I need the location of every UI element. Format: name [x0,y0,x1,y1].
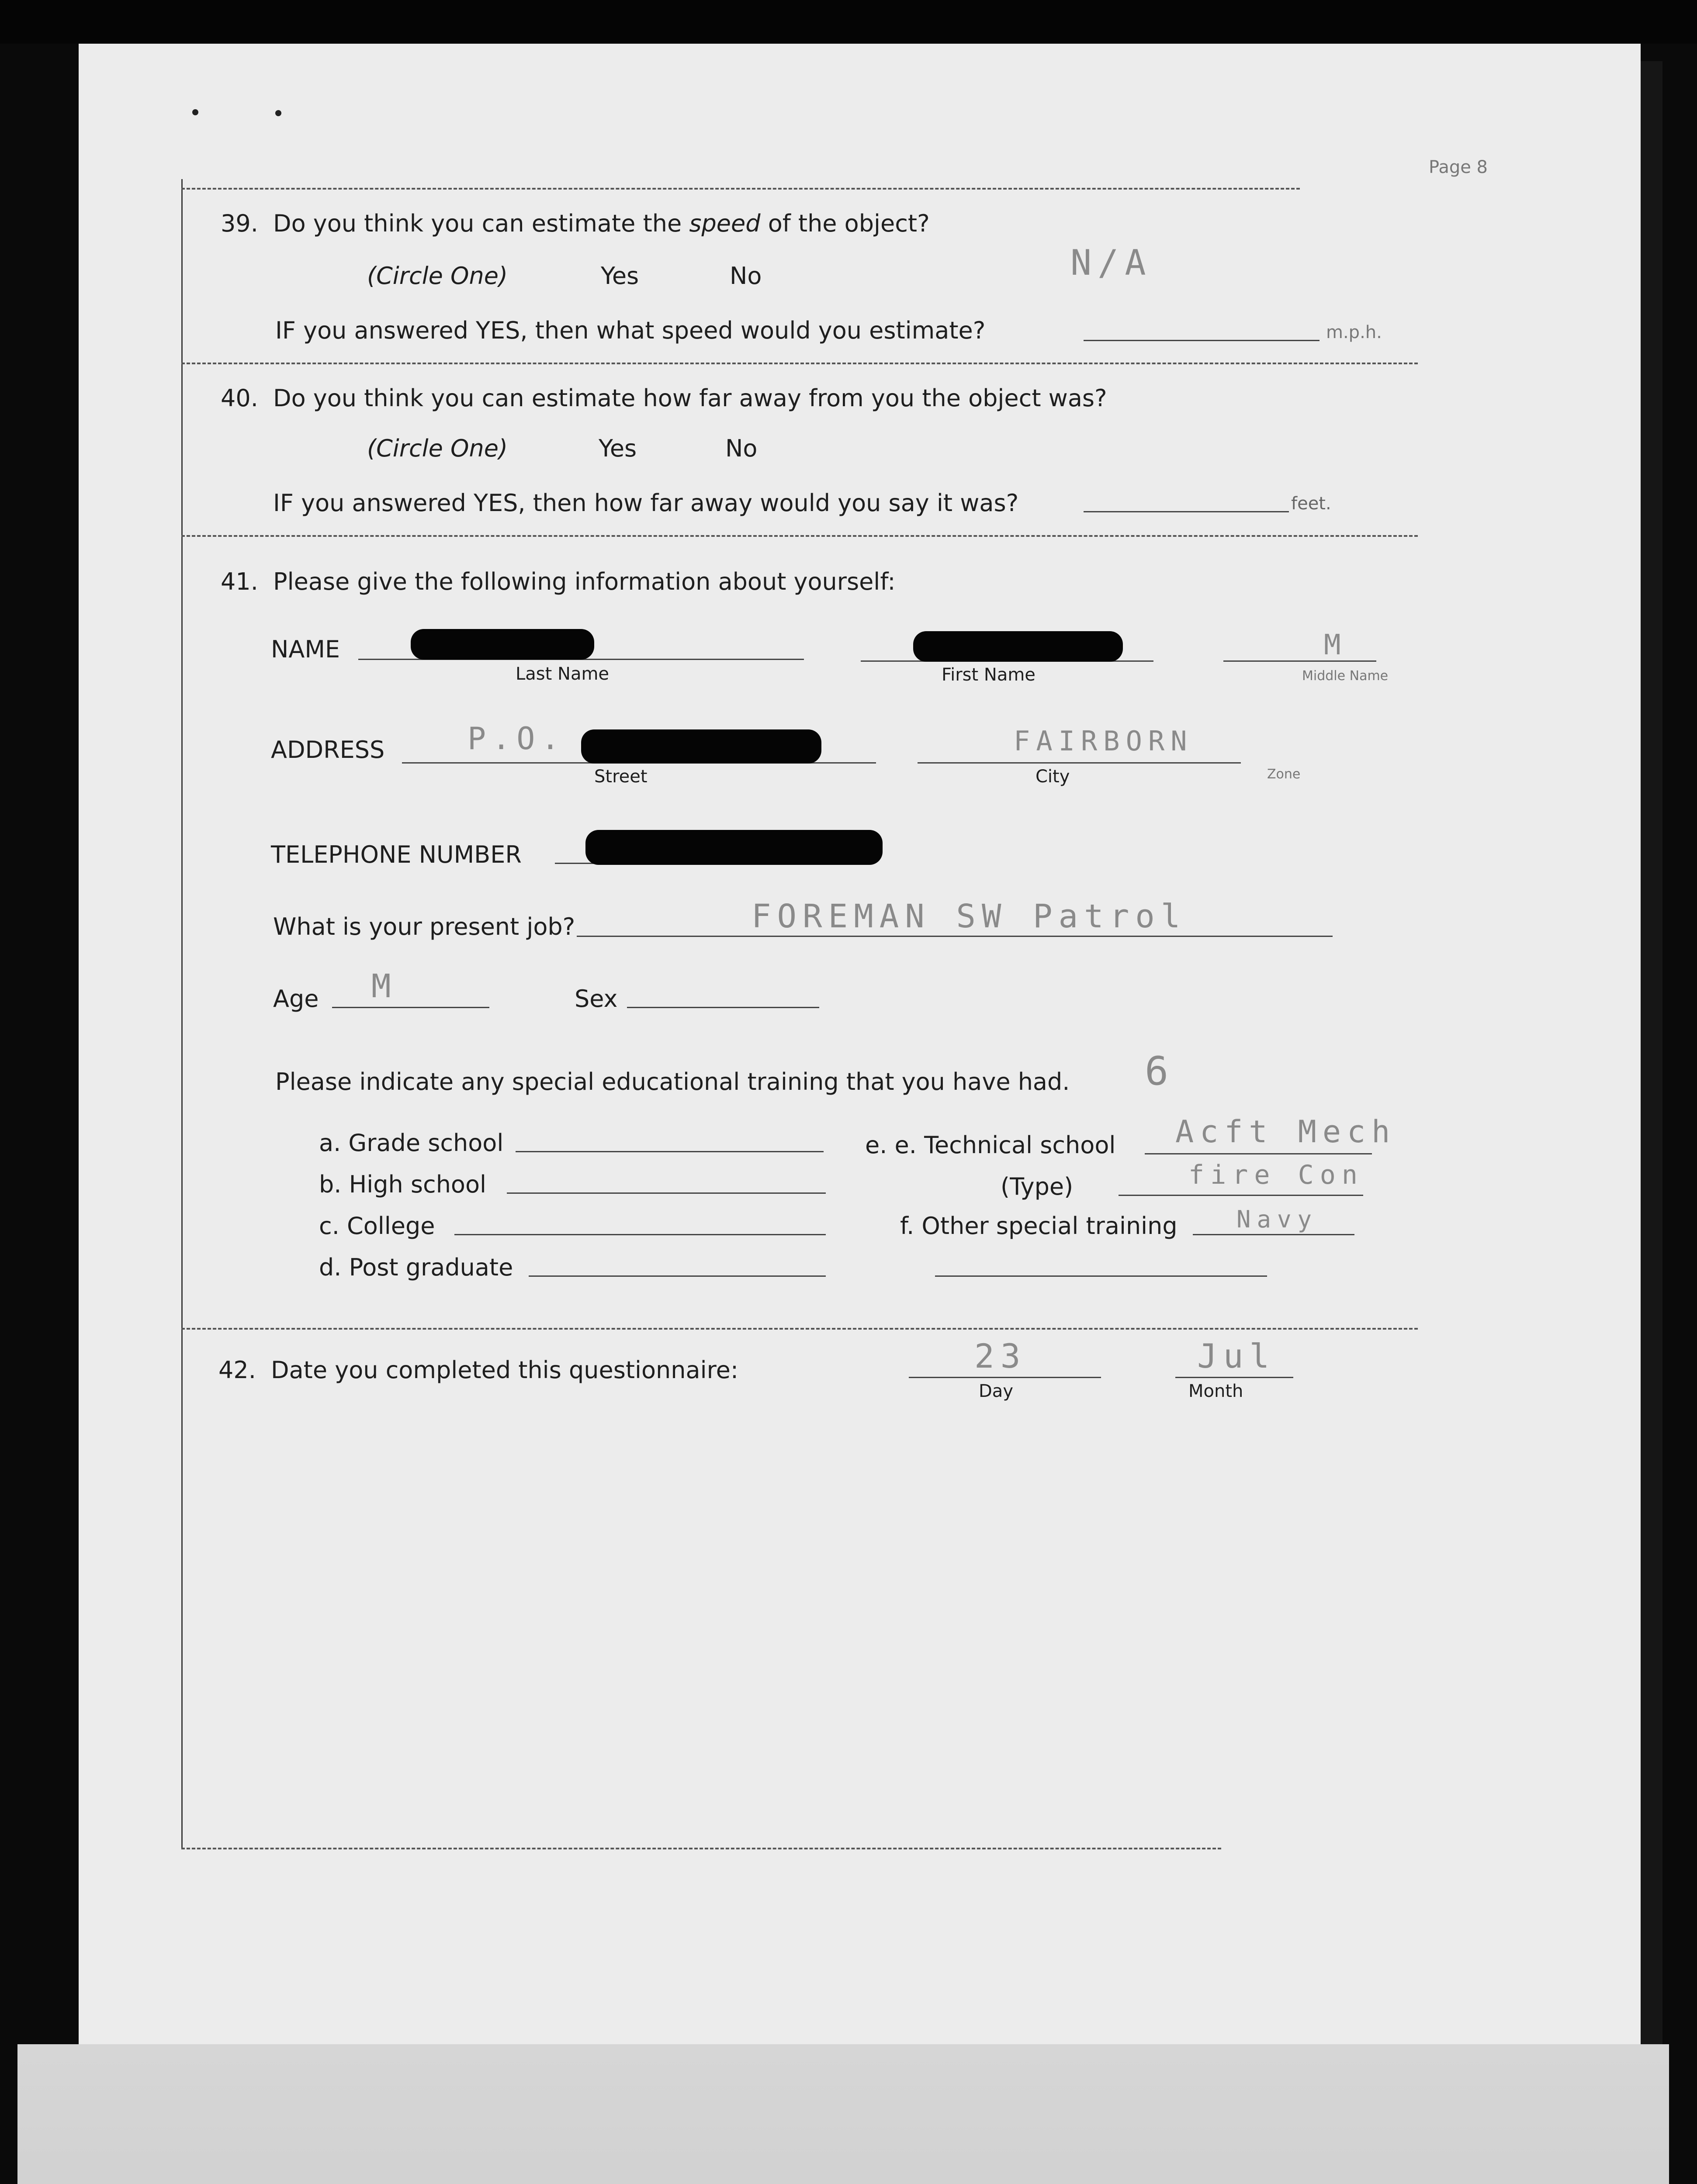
speck [192,109,198,115]
edu-technical-school-field[interactable] [1145,1153,1372,1154]
q39-yes-option[interactable]: Yes [601,262,639,290]
edu-technical-school-label: e. e. Technical school [865,1131,1116,1159]
underlying-sheet [17,2044,1669,2184]
q40-question: Do you think you can estimate how far away from you the object was? [273,384,1107,412]
edu-high-school-label: b. High school [319,1171,487,1198]
age-field[interactable] [332,1007,489,1008]
job-question: What is your present job? [273,913,575,940]
age-handwritten: M [371,968,397,1005]
edu-college-label: c. College [319,1212,435,1240]
sex-field[interactable] [627,1007,819,1008]
separator-top [181,188,1300,190]
edu-grade-school-label: a. Grade school [319,1129,504,1157]
edu-post-graduate-field[interactable] [529,1275,826,1277]
job-field[interactable] [577,936,1333,937]
day-caption: Day [979,1381,1013,1401]
first-name-caption: First Name [942,665,1036,685]
page-number: Page 8 [1429,157,1488,177]
address-label: ADDRESS [271,736,385,764]
city-handwritten: FAIRBORN [1014,725,1193,757]
month-handwritten: Jul [1197,1337,1276,1375]
day-handwritten: 23 [974,1337,1027,1375]
speck [275,110,281,116]
separator-41-42 [181,1328,1418,1330]
last-name-caption: Last Name [516,664,610,684]
city-field[interactable] [918,762,1241,764]
separator-bottom [181,1848,1221,1849]
edu-other-training-field[interactable] [1193,1234,1354,1235]
edu-type-handwritten: fire Con [1188,1160,1364,1190]
q41-number: 41. [221,568,258,595]
edu-type-label: (Type) [1001,1173,1074,1200]
zone-caption: Zone [1267,767,1301,782]
q39-speed-field[interactable] [1084,340,1320,341]
month-field[interactable] [1175,1377,1293,1378]
q39-followup: IF you answered YES, then what speed would you estimate? [275,317,986,344]
street-caption: Street [594,767,648,787]
city-caption: City [1036,767,1070,787]
q39-handwritten-answer: N/A [1070,242,1152,283]
telephone-label: TELEPHONE NUMBER [271,841,522,868]
edu-grade-school-field[interactable] [516,1151,824,1152]
q40-distance-field[interactable] [1084,511,1289,512]
q40-circle-one: (Circle One) [367,435,508,462]
sex-label: Sex [575,985,618,1013]
edu-high-school-field[interactable] [507,1192,826,1194]
q39-number: 39. [221,210,258,237]
q40-yes-option[interactable]: Yes [599,435,637,462]
job-handwritten: FOREMAN SW Patrol [752,898,1187,935]
address-handwritten: P.O. [468,721,566,757]
q41-prompt: Please give the following information about yourself: [273,568,896,595]
q40-unit: feet. [1291,494,1331,514]
q40-followup: IF you answered YES, then how far away would you say it was? [273,489,1019,517]
edu-other-training-label: f. Other special training [900,1212,1178,1240]
edu-college-field[interactable] [454,1234,826,1235]
film-right-edge [1641,61,1662,2044]
month-caption: Month [1188,1381,1243,1401]
q42-prompt: Date you completed this questionnaire: [271,1356,739,1384]
q39-circle-one: (Circle One) [367,262,508,290]
education-mark: 6 [1145,1048,1175,1094]
q39-no-option[interactable]: No [730,262,762,290]
q40-no-option[interactable]: No [725,435,758,462]
edu-post-graduate-label: d. Post graduate [319,1254,513,1281]
separator-40-41 [181,535,1418,537]
separator-39-40 [181,363,1418,364]
middle-initial-handwritten: M [1324,629,1347,661]
edu-other-handwritten: Navy [1236,1206,1318,1233]
age-label: Age [273,985,319,1013]
middle-name-caption: Middle Name [1302,668,1389,684]
telephone-redaction [585,830,883,865]
education-prompt: Please indicate any special educational training that you have had. [275,1068,1070,1095]
edu-other-training-field-2[interactable] [935,1275,1267,1277]
edu-technical-handwritten: Acft Mech [1175,1114,1396,1150]
name-label: NAME [271,636,340,663]
street-redaction [581,729,821,764]
film-top-border [0,0,1697,44]
q40-number: 40. [221,384,258,412]
q42-number: 42. [218,1356,256,1384]
last-name-redaction [411,629,594,660]
q39-question: Do you think you can estimate the speed of the object? [273,210,930,237]
middle-name-field[interactable] [1223,660,1376,662]
day-field[interactable] [909,1377,1101,1378]
first-name-redaction [913,631,1123,662]
questionnaire-form [181,179,1498,1848]
q39-unit: m.p.h. [1326,322,1382,342]
edu-type-field[interactable] [1119,1195,1363,1196]
